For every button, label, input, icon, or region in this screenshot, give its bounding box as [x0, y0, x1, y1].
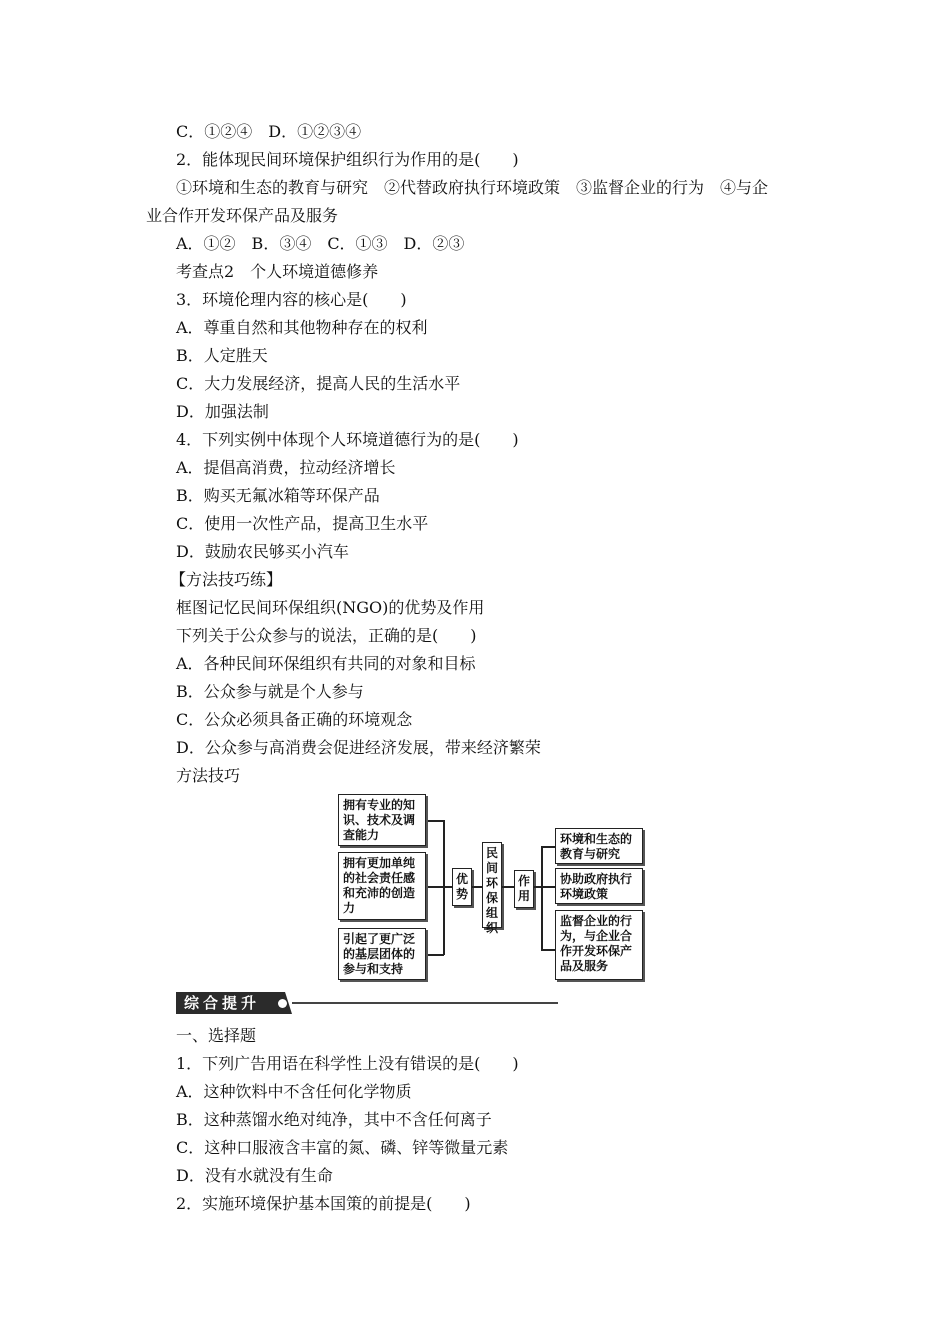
method-intro: 框图记忆民间环保组织(NGO)的优势及作用 — [176, 598, 485, 617]
option-line: B．公众参与就是个人参与 — [176, 682, 364, 701]
option-line: C．这种口服液含丰富的氮、磷、锌等微量元素 — [176, 1138, 509, 1157]
advantage-label: 优势 — [452, 868, 472, 906]
role-box-3: 监督企业的行为，与企业合作开发环保产品及服务 — [555, 910, 643, 980]
bullet-dot-icon — [278, 999, 287, 1008]
option-line: C．大力发展经济，提高人民的生活水平 — [176, 374, 461, 393]
question-2-choices-continued: 业合作开发环保产品及服务 — [146, 206, 339, 225]
option-line: C．①②④ D．①②③④ — [176, 122, 362, 141]
section-heading: 考查点2 个人环境道德修养 — [176, 262, 379, 281]
ngo-diagram — [338, 794, 658, 984]
advantage-box-1: 拥有专业的知识、技术及调查能力 — [338, 794, 426, 846]
role-box-1: 环境和生态的教育与研究 — [555, 828, 643, 864]
option-line: A．这种饮料中不含任何化学物质 — [176, 1082, 412, 1101]
role-label: 作用 — [514, 870, 534, 908]
option-line: B．购买无氟冰箱等环保产品 — [176, 486, 380, 505]
option-line: A．①② B．③④ C．①③ D．②③ — [176, 234, 465, 253]
option-line: D．公众参与高消费会促进经济发展，带来经济繁荣 — [176, 738, 541, 757]
advantage-box-3: 引起了更广泛的基层团体的参与和支持 — [338, 928, 426, 980]
question-1-stem: 1．下列广告用语在科学性上没有错误的是( ) — [176, 1054, 519, 1073]
option-line: D．加强法制 — [176, 402, 269, 421]
option-line: B．人定胜天 — [176, 346, 268, 365]
section-heading: 一、选择题 — [176, 1026, 257, 1045]
option-line: A．提倡高消费，拉动经济增长 — [176, 458, 396, 477]
question-2-choices: ①环境和生态的教育与研究 ②代替政府执行环境政策 ③监督企业的行为 ④与企 — [176, 178, 769, 197]
option-line: C．使用一次性产品，提高卫生水平 — [176, 514, 429, 533]
method-practice-heading: 【方法技巧练】 — [170, 570, 283, 589]
option-line: A．各种民间环保组织有共同的对象和目标 — [176, 654, 476, 673]
option-line: C．公众必须具备正确的环境观念 — [176, 710, 413, 729]
option-line: B．这种蒸馏水绝对纯净，其中不含任何离子 — [176, 1110, 492, 1129]
question-2-stem: 2．实施环境保护基本国策的前提是( ) — [176, 1194, 471, 1213]
banner-title: 综合提升 — [184, 994, 261, 1012]
role-box-2: 协助政府执行环境政策 — [555, 868, 643, 904]
option-line: A．尊重自然和其他物种存在的权利 — [176, 318, 428, 337]
question-3-stem: 3．环境伦理内容的核心是( ) — [176, 290, 407, 309]
advantage-box-2: 拥有更加单纯的社会责任感和充沛的创造力 — [338, 852, 426, 920]
question-2-stem: 2．能体现民间环境保护组织行为作用的是( ) — [176, 150, 519, 169]
option-line: D．鼓励农民够买小汽车 — [176, 542, 349, 561]
option-line: D．没有水就没有生命 — [176, 1166, 333, 1185]
method-question-stem: 下列关于公众参与的说法，正确的是( ) — [176, 626, 477, 645]
section-banner — [176, 992, 558, 1014]
ngo-center-box: 民间环保组织 — [482, 842, 502, 928]
question-4-stem: 4．下列实例中体现个人环境道德行为的是( ) — [176, 430, 519, 449]
method-tips-label: 方法技巧 — [176, 766, 241, 785]
